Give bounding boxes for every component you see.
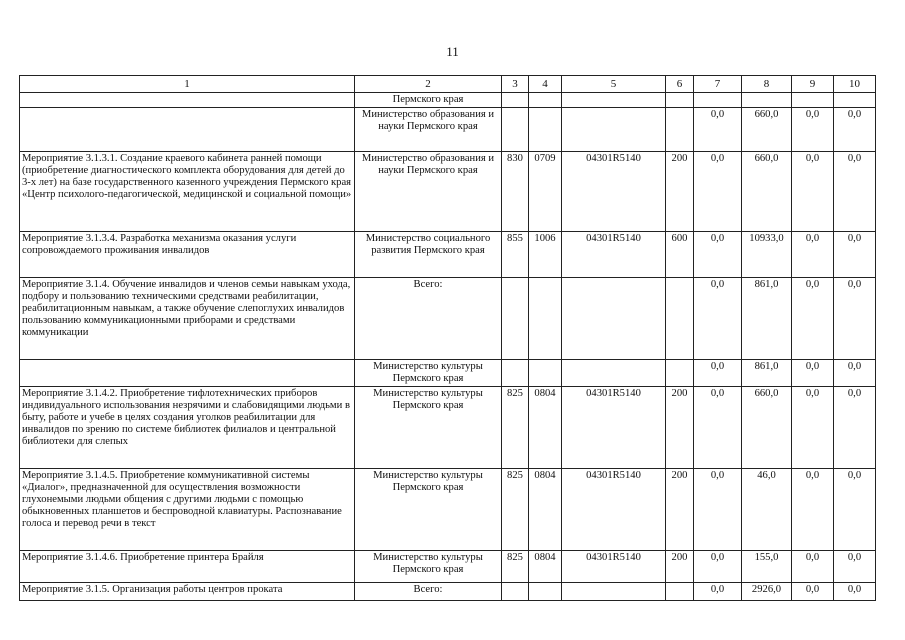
grbs-cell bbox=[502, 93, 529, 108]
header-cell: 9 bbox=[792, 76, 834, 93]
executor-cell: Всего: bbox=[355, 583, 502, 601]
value-cell: 0,0 bbox=[792, 387, 834, 469]
expense-type-cell bbox=[666, 278, 694, 360]
section-cell: 0804 bbox=[529, 469, 562, 551]
target-article-cell: 04301R5140 bbox=[562, 232, 666, 278]
header-cell: 8 bbox=[742, 76, 792, 93]
value-cell: 0,0 bbox=[792, 152, 834, 232]
value-cell: 0,0 bbox=[834, 108, 876, 152]
value-cell: 155,0 bbox=[742, 551, 792, 583]
description-cell: Мероприятие 3.1.4.6. Приобретение принтера Брайля bbox=[20, 551, 355, 583]
expense-type-cell: 200 bbox=[666, 551, 694, 583]
value-cell: 0,0 bbox=[834, 152, 876, 232]
description-cell: Мероприятие 3.1.3.4. Разработка механизма оказания услуги сопровождаемого проживания инвалидов bbox=[20, 232, 355, 278]
executor-cell: Министерство образования и науки Пермского края bbox=[355, 108, 502, 152]
page-number: 11 bbox=[446, 44, 459, 59]
target-article-cell: 04301R5140 bbox=[562, 152, 666, 232]
value-cell: 0,0 bbox=[694, 232, 742, 278]
value-cell: 0,0 bbox=[792, 232, 834, 278]
section-cell bbox=[529, 108, 562, 152]
header-cell: 7 bbox=[694, 76, 742, 93]
description-cell bbox=[20, 108, 355, 152]
value-cell: 861,0 bbox=[742, 360, 792, 387]
target-article-cell: 04301R5140 bbox=[562, 387, 666, 469]
description-cell bbox=[20, 93, 355, 108]
header-cell: 1 bbox=[20, 76, 355, 93]
expense-type-cell bbox=[666, 583, 694, 601]
description-cell: Мероприятие 3.1.4.2. Приобретение тифлотехнических приборов индивидуального использования незрячими и слабовидящими людьми в быту, работе и учебе в целях создания уголков реабилитации для инвалидов по зрению по системе библиотек филиалов и центральной библиотеки для слепых bbox=[20, 387, 355, 469]
value-cell: 0,0 bbox=[834, 232, 876, 278]
grbs-cell bbox=[502, 108, 529, 152]
value-cell bbox=[792, 93, 834, 108]
value-cell: 0,0 bbox=[792, 278, 834, 360]
executor-cell: Всего: bbox=[355, 278, 502, 360]
grbs-cell: 825 bbox=[502, 387, 529, 469]
expense-type-cell bbox=[666, 93, 694, 108]
executor-cell: Министерство образования и науки Пермского края bbox=[355, 152, 502, 232]
target-article-cell: 04301R5140 bbox=[562, 551, 666, 583]
table-row bbox=[20, 469, 876, 551]
value-cell: 861,0 bbox=[742, 278, 792, 360]
expense-type-cell: 200 bbox=[666, 152, 694, 232]
table-row bbox=[20, 108, 876, 152]
expense-type-cell: 600 bbox=[666, 232, 694, 278]
section-cell bbox=[529, 583, 562, 601]
value-cell: 0,0 bbox=[694, 360, 742, 387]
description-cell bbox=[20, 360, 355, 387]
target-article-cell bbox=[562, 108, 666, 152]
table-row bbox=[20, 93, 876, 108]
table-row bbox=[20, 278, 876, 360]
expense-type-cell bbox=[666, 360, 694, 387]
section-cell: 1006 bbox=[529, 232, 562, 278]
value-cell: 660,0 bbox=[742, 152, 792, 232]
header-cell: 5 bbox=[562, 76, 666, 93]
value-cell: 660,0 bbox=[742, 108, 792, 152]
value-cell: 660,0 bbox=[742, 387, 792, 469]
description-cell: Мероприятие 3.1.4. Обучение инвалидов и членов семьи навыкам ухода, подбору и пользованию техническими средствами реабилитации, реабилитационным навыкам, а также обучение слепоглухих инвалидов пользованию коммуникационными приборами и средствами коммуникации bbox=[20, 278, 355, 360]
executor-cell: Министерство культуры Пермского края bbox=[355, 360, 502, 387]
description-cell: Мероприятие 3.1.4.5. Приобретение коммуникативной системы «Диалог», предназначенной для осуществления возможности глухонемыми людьми общения с другими людьми с помощью обыкновенных планшетов и беспроводной клавиатуры. Распознавание голоса и перевод речи в текст bbox=[20, 469, 355, 551]
grbs-cell: 825 bbox=[502, 551, 529, 583]
value-cell: 0,0 bbox=[834, 583, 876, 601]
value-cell: 0,0 bbox=[792, 551, 834, 583]
value-cell: 0,0 bbox=[792, 108, 834, 152]
executor-cell: Пермского края bbox=[355, 93, 502, 108]
executor-cell: Министерство культуры Пермского края bbox=[355, 469, 502, 551]
value-cell: 2926,0 bbox=[742, 583, 792, 601]
header-cell: 6 bbox=[666, 76, 694, 93]
budget-table bbox=[19, 75, 876, 601]
target-article-cell: 04301R5140 bbox=[562, 469, 666, 551]
header-cell: 3 bbox=[502, 76, 529, 93]
grbs-cell bbox=[502, 583, 529, 601]
section-cell: 0804 bbox=[529, 551, 562, 583]
expense-type-cell: 200 bbox=[666, 469, 694, 551]
header-cell: 10 bbox=[834, 76, 876, 93]
table-row bbox=[20, 551, 876, 583]
description-cell: Мероприятие 3.1.3.1. Создание краевого кабинета ранней помощи (приобретение диагностического комплекта оборудования для детей до 3-х лет) на базе государственного казенного учреждения Пермского края «Центр психолого-педагогической, медицинской и социальной помощи» bbox=[20, 152, 355, 232]
table-row bbox=[20, 152, 876, 232]
section-cell: 0804 bbox=[529, 387, 562, 469]
value-cell: 0,0 bbox=[694, 387, 742, 469]
section-cell bbox=[529, 93, 562, 108]
executor-cell: Министерство культуры Пермского края bbox=[355, 387, 502, 469]
description-cell: Мероприятие 3.1.5. Организация работы центров проката bbox=[20, 583, 355, 601]
value-cell: 0,0 bbox=[694, 469, 742, 551]
value-cell: 0,0 bbox=[694, 152, 742, 232]
value-cell: 0,0 bbox=[792, 469, 834, 551]
value-cell: 0,0 bbox=[694, 278, 742, 360]
grbs-cell bbox=[502, 360, 529, 387]
value-cell: 0,0 bbox=[792, 360, 834, 387]
value-cell: 46,0 bbox=[742, 469, 792, 551]
value-cell: 0,0 bbox=[834, 387, 876, 469]
value-cell: 0,0 bbox=[694, 108, 742, 152]
value-cell: 0,0 bbox=[834, 469, 876, 551]
section-cell: 0709 bbox=[529, 152, 562, 232]
target-article-cell bbox=[562, 93, 666, 108]
expense-type-cell bbox=[666, 108, 694, 152]
grbs-cell: 825 bbox=[502, 469, 529, 551]
table-row bbox=[20, 232, 876, 278]
table-row bbox=[20, 360, 876, 387]
table-row bbox=[20, 583, 876, 601]
value-cell: 0,0 bbox=[694, 583, 742, 601]
section-cell bbox=[529, 360, 562, 387]
value-cell bbox=[834, 93, 876, 108]
expense-type-cell: 200 bbox=[666, 387, 694, 469]
section-cell bbox=[529, 278, 562, 360]
value-cell bbox=[742, 93, 792, 108]
target-article-cell bbox=[562, 278, 666, 360]
value-cell: 0,0 bbox=[694, 551, 742, 583]
executor-cell: Министерство культуры Пермского края bbox=[355, 551, 502, 583]
header-cell: 2 bbox=[355, 76, 502, 93]
value-cell bbox=[694, 93, 742, 108]
value-cell: 0,0 bbox=[834, 278, 876, 360]
value-cell: 0,0 bbox=[792, 583, 834, 601]
grbs-cell: 855 bbox=[502, 232, 529, 278]
grbs-cell bbox=[502, 278, 529, 360]
executor-cell: Министерство социального развития Пермского края bbox=[355, 232, 502, 278]
value-cell: 0,0 bbox=[834, 551, 876, 583]
target-article-cell bbox=[562, 360, 666, 387]
target-article-cell bbox=[562, 583, 666, 601]
table-row bbox=[20, 387, 876, 469]
value-cell: 0,0 bbox=[834, 360, 876, 387]
value-cell: 10933,0 bbox=[742, 232, 792, 278]
grbs-cell: 830 bbox=[502, 152, 529, 232]
header-row bbox=[20, 76, 876, 93]
header-cell: 4 bbox=[529, 76, 562, 93]
